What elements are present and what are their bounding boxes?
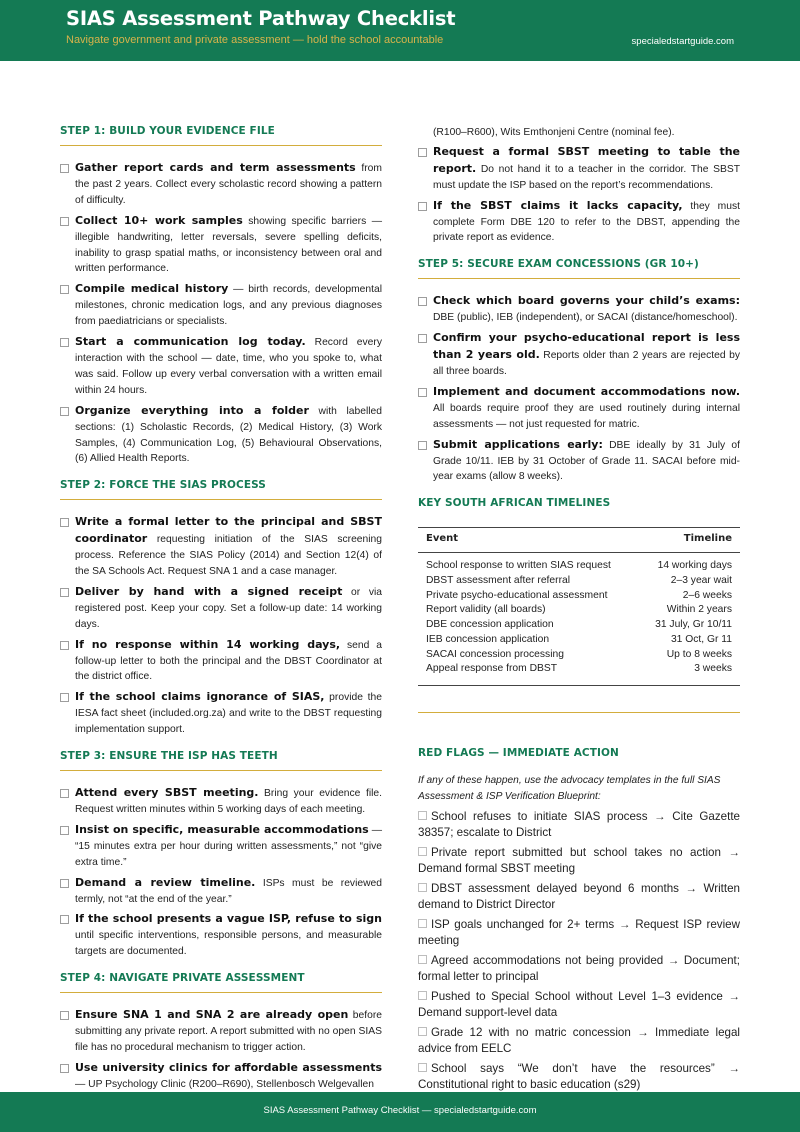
red-flag-item [418,881,740,913]
checklist-item-detail: — “15 minutes extra per hour during written assessments,” not “give extra time.” [75,824,382,868]
checkbox[interactable] [60,407,69,416]
timeline-value: 31 Oct, Gr 11 [670,633,732,645]
checklist-item-text [433,437,740,486]
checklist-item-text [75,911,382,960]
checklist-item-bold: If the school presents a vague ISP, refuse to sign [75,912,382,926]
checklist-item-text [75,875,382,908]
checklist-item-bold: Compile medical history [75,282,229,296]
checklist-item [418,293,740,326]
checklist-item-bold: Ensure SNA 1 and SNA 2 are already open [75,1008,349,1022]
step1-heading: STEP 1: BUILD YOUR EVIDENCE FILE [60,125,382,146]
checkbox[interactable] [60,1011,69,1020]
timeline-value: 14 working days [657,560,732,572]
checkbox[interactable] [418,883,427,892]
checklist-item-text [75,1060,382,1093]
checkbox[interactable] [60,789,69,798]
checklist-item [60,213,382,278]
checklist-item-text [75,637,382,686]
checklist-item-text [433,198,740,247]
checklist-item-bold: Check which board governs your child’s exams: [433,294,740,308]
checklist-item-text [75,584,382,633]
checklist-item-bold: If the SBST claims it lacks capacity, [433,198,683,212]
col-header-timeline: Timeline [638,528,740,553]
checklist-item [60,689,382,738]
checklist-item-detail: or via registered post. Keep your copy. Set a follow-up date: 14 working days. [75,586,382,630]
timelines-header-row [418,528,740,553]
checklist-item-bold: Use university clinics for affordable assessments [75,1060,382,1074]
checklist-item-bold: Implement and document accommodations now. [433,384,740,398]
right-column [418,128,740,1097]
timeline-event: Private psycho-educational assessment [426,589,608,601]
red-flag-text: Grade 12 with no matric concession → Immediate legal advice from EELC [418,1025,740,1055]
checklist-item [60,160,382,209]
timeline-event: IEB concession application [426,633,550,645]
timeline-event: DBE concession application [426,619,554,631]
step2-list [60,514,382,738]
checkbox[interactable] [60,285,69,294]
checklist-item-text [433,330,740,380]
checklist-item-text [75,213,382,278]
checkbox[interactable] [418,811,427,820]
checklist-item-text [433,384,740,433]
red-flag-item [418,1061,740,1093]
checklist-item-detail: — birth records, developmental milestones, chronic medication logs, and any previous diagnoses from paediatricians or specialists. [75,284,382,328]
step3-heading: STEP 3: ENSURE THE ISP HAS TEETH [60,750,382,771]
left-column [60,125,382,1097]
checklist-item-bold: Gather report cards and term assessments [75,161,356,174]
checklist-item-detail: showing specific barriers — illegible handwriting, letter reversals, severe spelling deficits, inability to grasp spatial maths, or inconsistency between oral and written performance. [75,215,382,275]
red-flag-text: School says “We don’t have the resources” → Constitutional right to basic education (s29) [418,1061,740,1091]
timeline-event: Appeal response from DBST [418,662,638,685]
red-flags-list [418,809,740,1093]
checklist-item [60,1007,382,1056]
checklist-item [60,822,382,871]
checkbox[interactable] [418,441,427,450]
red-flag-item [418,809,740,841]
step3-list [60,785,382,960]
checklist-item-bold: Submit applications early: [433,437,603,451]
checklist-item-text [75,785,382,818]
page-footer: SIAS Assessment Pathway Checklist — specialedstartguide.com [0,1092,800,1132]
red-flag-text: Private report submitted but school takes no action → Demand formal SBST meeting [418,845,740,875]
checkbox[interactable] [418,202,427,211]
step1-list [60,160,382,467]
checklist-item-detail: before submitting any private report. A report submitted with no open SIAS file has no procedural mechanism to trigger action. [75,1010,382,1053]
timeline-event: School response to written SIAS request [426,560,611,572]
checkbox[interactable] [418,991,427,1000]
checkbox[interactable] [60,826,69,835]
table-row [418,633,740,648]
timeline-value: 3 weeks [638,662,740,685]
table-row [418,618,740,633]
checklist-item-text [75,334,382,399]
timeline-event: DBST assessment after referral [426,575,571,587]
red-flag-item [418,845,740,877]
checklist-item-text [75,403,382,468]
checklist-item-text [433,293,740,326]
timelines-heading: KEY SOUTH AFRICAN TIMELINES [418,497,611,510]
checklist-item-detail: Reports older than 2 years are rejected by all three boards. [433,350,740,377]
checkbox[interactable] [60,164,69,173]
checkbox[interactable] [60,915,69,924]
checklist-item [418,198,740,247]
checklist-item-detail: ISPs must be reviewed termly, not “at the end of the year.” [75,877,382,905]
checklist-item-bold: Request a formal SBST meeting to table the report. [433,144,740,175]
red-flag-item [418,989,740,1021]
checkbox[interactable] [60,217,69,226]
checklist-item [60,584,382,633]
table-row [418,603,740,618]
checkbox[interactable] [60,1064,69,1073]
divider [418,712,740,713]
checklist-item-detail: send a follow-up letter to both the principal and the DBST Coordinator at the district office. [75,639,382,683]
checklist-item [60,403,382,468]
checkbox[interactable] [60,338,69,347]
checklist-item-bold: Start a communication log today. [75,335,306,349]
table-row [418,589,740,604]
timelines-table [418,527,740,686]
header-site-link[interactable]: specialedstartguide.com [631,36,734,47]
checkbox[interactable] [418,334,427,343]
checkbox[interactable] [418,919,427,928]
timeline-event: Report validity (all boards) [426,604,546,616]
table-row [418,553,740,574]
checklist-item [60,514,382,580]
red-flag-item [418,917,740,949]
checklist-item-detail: DBE (public), IEB (independent), or SACAI (distance/homeschool). [433,312,738,324]
table-row [418,662,740,685]
checklist-item [60,637,382,686]
checklist-item-text [75,822,382,871]
timeline-event: SACAI concession processing [426,648,564,660]
red-flag-text: ISP goals unchanged for 2+ terms → Request ISP review meeting [418,917,740,947]
checklist-item-bold: Write a formal letter to the principal and SBST coordinator [75,515,382,546]
checkbox[interactable] [60,588,69,597]
checklist-item-detail: — UP Psychology Clinic (R200–R690), Stellenbosch Welgevallen [75,1078,374,1090]
checklist-item-text [75,1007,382,1056]
step2-heading: STEP 2: FORCE THE SIAS PROCESS [60,479,382,500]
checklist-item [418,437,740,486]
checkbox[interactable] [60,693,69,702]
timeline-value: Up to 8 weeks [666,648,732,660]
checklist-item-detail: Record every interaction with the school — date, time, who you spoke to, what was said. Follow up every verbal conversation with a written email within 24 hours. [75,337,382,396]
red-flags-heading: RED FLAGS — IMMEDIATE ACTION [418,746,619,759]
step5-list [418,293,740,485]
checklist-item-bold: Collect 10+ work samples [75,213,243,227]
checklist-item-bold: Confirm your psycho-educational report is less than 2 years old. [433,331,740,362]
checklist-item-detail: Bring your evidence file. Request written minutes within 5 working days of each meeting. [75,788,382,815]
checklist-item [418,144,740,194]
red-flag-text: Agreed accommodations not being provided → Document; formal letter to principal [418,953,740,983]
checklist-item-text [75,689,382,738]
checklist-item-text [433,144,740,194]
table-row [418,574,740,589]
checklist-item-detail: provide the IESA fact sheet (included.org.za) and write to the DBST requesting implementation support. [75,692,382,736]
checklist-item [60,1060,382,1093]
page-header [0,0,800,61]
checklist-item-bold: Deliver by hand with a signed receipt [75,584,343,598]
step4-list [60,1007,382,1093]
checklist-item-text [75,281,382,330]
checklist-item-detail: from the past 2 years. Collect every scholastic record showing a pattern of difficulty. [75,163,382,206]
checkbox[interactable] [418,1063,427,1072]
checklist-item-text [75,160,382,209]
checklist-item-detail: All boards require proof they are used routinely during internal assessments — not just requested for matric. [433,402,740,430]
checklist-item-bold: Demand a review timeline. [75,875,256,889]
checkbox[interactable] [418,955,427,964]
step4-heading: STEP 4: NAVIGATE PRIVATE ASSESSMENT [60,972,382,993]
timeline-value: 2–3 year wait [670,575,732,587]
red-flag-item [418,953,740,985]
red-flag-item [418,1025,740,1057]
checklist-item-bold: If no response within 14 working days, [75,637,341,651]
checklist-item-bold: Insist on specific, measurable accommodations [75,822,369,836]
red-flag-text: DBST assessment delayed beyond 6 months → Written demand to District Director [418,881,740,911]
checklist-item-detail: DBE ideally by 31 July of Grade 10/11. IEB by 31 October of Grade 11. SACAI before mid-year exams (allow 8 weeks). [433,439,740,483]
checkbox[interactable] [60,518,69,527]
checklist-item [418,384,740,433]
checklist-item-bold: Organize everything into a folder [75,403,309,417]
step4-continuation: (R100–R600), Wits Emthonjeni Centre (nominal fee). [433,127,675,138]
checklist-item-detail: requesting initiation of the SIAS screening process. Reference the SIAS Policy (2014) and Section 12(4) of the SA Schools Act. Request SNA 1 and a case manager. [75,534,382,578]
checklist-item [60,785,382,818]
checklist-item-text [75,514,382,580]
table-row [418,648,740,663]
page-title: SIAS Assessment Pathway Checklist [66,7,456,30]
page-subtitle: Navigate government and private assessment — hold the school accountable [66,34,444,46]
checkbox[interactable] [60,641,69,650]
checkbox[interactable] [418,148,427,157]
step5-heading: STEP 5: SECURE EXAM CONCESSIONS (GR 10+) [418,258,740,279]
checkbox[interactable] [418,297,427,306]
red-flag-text: School refuses to initiate SIAS process → Cite Gazette 38357; escalate to District [418,809,740,839]
timeline-value: Within 2 years [666,604,732,616]
checklist-item-detail: Do not hand it to a teacher in the corridor. The SBST must update the ISP based on the report’s recommendations. [433,163,740,191]
checklist-item [60,875,382,908]
red-flags-intro: If any of these happen, use the advocacy templates in the full SIAS Assessment & ISP Verification Blueprint: [418,774,721,802]
timeline-value: 31 July, Gr 10/11 [655,619,732,631]
checklist-item [60,334,382,399]
checkbox[interactable] [418,1027,427,1036]
col-header-event: Event [418,528,638,553]
checklist-item-detail: with labelled sections: (1) Scholastic Records, (2) Medical History, (3) Work Samples, (4) Communication Log, (5) Behavioural Observations, (6) Allied Health Reports. [75,405,382,465]
checklist-item-detail: they must complete Form DBE 120 to refer to the DBST, appending the private report as evidence. [433,200,740,244]
checklist-item-detail: until specific interventions, responsible persons, and measurable targets are documented. [75,930,382,958]
checklist-item [60,911,382,960]
timeline-value: 2–6 weeks [682,589,732,601]
checklist-item-bold: If the school claims ignorance of SIAS, [75,690,325,704]
checklist-item [418,330,740,380]
checkbox[interactable] [418,388,427,397]
checkbox[interactable] [60,879,69,888]
step4-list-continued [418,144,740,246]
checklist-item-bold: Attend every SBST meeting. [75,786,259,800]
checklist-item [60,281,382,330]
red-flag-text: Pushed to Special School without Level 1–3 evidence → Demand support-level data [418,989,740,1019]
checkbox[interactable] [418,847,427,856]
